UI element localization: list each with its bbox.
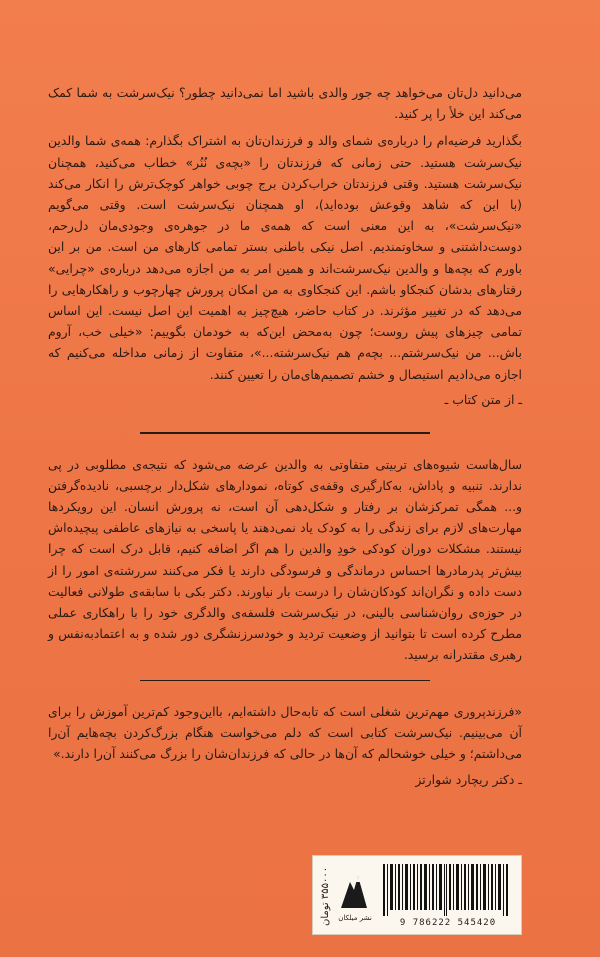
quote-author: ـ دکتر ریچارد شوارتز (415, 771, 522, 787)
isbn-number: 9 786222 545420 (399, 918, 497, 928)
description-paragraph: سال‌هاست شیوه‌های تربیتی متفاوتی به والدین عرضه می‌شود که نتیجه‌ی مطلوبی در پی ندارند. تنبیه و پاداش، به‌کارگیری وقفه‌ی کوتاه، نمودارهای شکل‌دار برچسبی، نادیده‌گرفتن و... همگی تمرکزشان بر رفتار و شکل‌دهی آن است، نه پرورش انسان. این رویکردها مهارت‌های لازم برای زندگی را به کودک یاد نمی‌دهند یا پاسخی به نیازهای عاطفی پیچیده‌اش نیستند. مشکلات دوران کودکی خودِ والدین را هم اگر اضافه کنیم، قابل درک است که چرا بیش‌تر پدرمادرها احساس درماندگی و فرسودگی دارند یا فکر می‌کنند سررشته‌ی امور را از دست داده و نگران‌اند کودکان‌شان را درست بار نیاورند. دکتر بکی با سابقه‌ی طولانی فعالیت در حوزه‌ی روان‌شناسی بالینی، در نیک‌سرشت فلسفه‌ی والدگری خود را با راهکاری عملی مطرح کرده است تا بتوانید از وضعیت تردید و خودسرزنشگری دور شده و به اعتمادبه‌نفس و رهبری مقتدرانه برسید. (48, 456, 522, 663)
publisher-name: نشر میلکان (338, 914, 372, 922)
excerpt-source: ـ از متن کتاب ـ (444, 391, 522, 407)
excerpt-paragraph: بگذارید فرضیه‌ام را درباره‌ی شمای والد و فرزندان‌تان به اشتراک بگذارم: همه‌ی شما والدین نیک‌سرشت هستید. حتی زمانی که فرزندتان را «بچه‌ی نُنُر» خطاب می‌کنید، همچنان نیک‌سرشت هستید. وقتی فرزندتان خراب‌کردن برج چوبی خواهر کوچک‌ترش را انکار می‌کند (با این که شاهد وقوعش بوده‌اید)، او همچنان نیک‌سرشت است. وقتی می‌گویم «نیک‌سرشت»، به این معنی است که همه‌ی ما در جوهره‌ی وجودی‌مان دل‌رحم، دوست‌داشتنی و سخاوتمندیم. اصل نیکی باطنی بستر تمامی کارهای من است. من بر این باورم که بچه‌ها و والدین نیک‌سرشت‌اند و همین امر به من اجازه می‌دهد درباره‌ی «چرایی» رفتارهای بدشان کنجکاو باشم. این کنجکاوی به من امکان پرورش چهارچوب و راهکارهایی را می‌دهد که در تغییر مؤثرند. در کتاب حاضر، هیچ‌چیز به اهمیت این اصل نیست. این اساس تمامی چیزهای پیش روست؛ چون به‌محض این‌که به خودمان بگوییم: «خیلی خب، آروم باش... من نیک‌سرشتم... بچه‌م هم نیک‌سرشته...»، متفاوت از زمانی مداخله می‌کنیم که اجازه می‌دادیم استیصال و خشم تصمیم‌های‌مان را تعیین کنند. (48, 133, 522, 382)
divider (140, 432, 430, 434)
back-cover-text (48, 82, 522, 790)
intro-paragraph: می‌دانید دل‌تان می‌خواهد چه جور والدی باشید اما نمی‌دانید چطور؟ نیک‌سرشت به شما کمک می‌کند این خلأ را پر کنید. (48, 85, 522, 122)
barcode-icon (381, 864, 511, 916)
divider (140, 680, 430, 682)
endorsement-quote: «فرزندپروری مهم‌ترین شغلی است که تابه‌حال داشته‌ایم، بااین‌وجود کم‌ترین آموزش را برای آن می‌بینیم. نیک‌سرشت کتابی است که دلم می‌خواست هنگام بزرگ‌کردن بچه‌هایم آن‌را می‌داشتم؛ و خیلی خوشحالم که آن‌ها در حالی که فرزندان‌شان را بزرگ می‌کنند آن‌را دارند.» (48, 704, 522, 762)
mountains-logo-icon (339, 868, 369, 912)
barcode-label (312, 855, 522, 935)
price-label: ۳۵۵۰۰۰ تومان (320, 866, 331, 926)
